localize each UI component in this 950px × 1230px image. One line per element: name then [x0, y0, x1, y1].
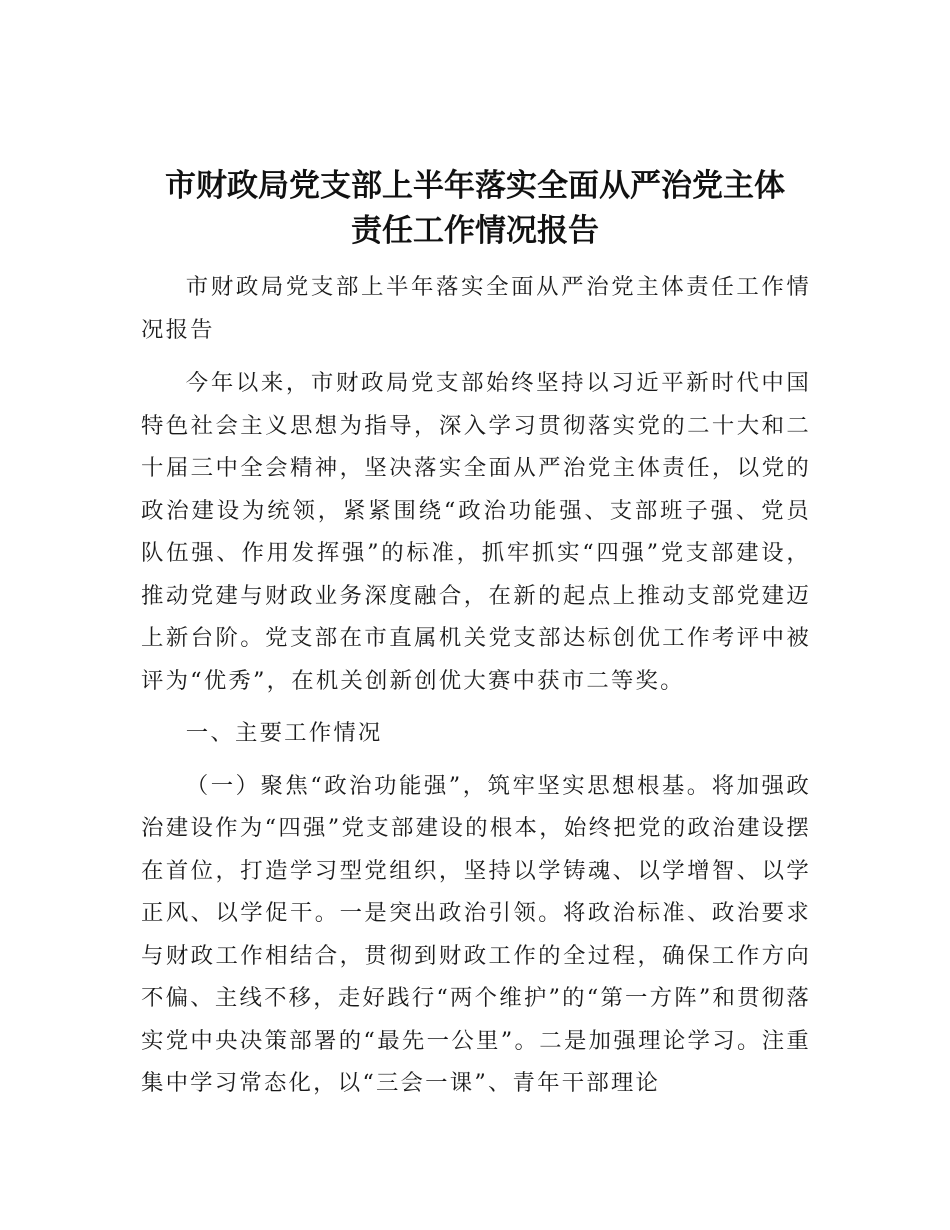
- section-heading: 一、主要工作情况: [185, 720, 383, 746]
- document-title-line-2: 责任工作情况报告: [351, 213, 599, 249]
- section-one-paragraph: （一）聚焦“政治功能强”，筑牢坚实思想根基。将加强政治建设作为“四强”党支部建设的根本，始终把党的政治建设摆在首位，打造学习型党组织，坚持以学铸魂、以学增智、以学正风、以学促干。一是突出政治引领。将政治标准、政治要求与财政工作相结合，贯彻到财政工作的全过程，确保工作方向不偏、主线不移，走好践行“两个维护”的“第一方阵”和贯彻落实党中央决策部署的“最先一公里”。二是加强理论学习。注重集中学习常态化，以“三会一课”、青年干部理论: [141, 772, 811, 1096]
- document-subtitle: 市财政局党支部上半年落实全面从严治党主体责任工作情况报告: [141, 274, 811, 343]
- document-body: [141, 266, 811, 1105]
- intro-paragraph: 今年以来，市财政局党支部始终坚持以习近平新时代中国特色社会主义思想为指导，深入学习贯彻落实党的二十大和二十届三中全会精神，坚决落实全面从严治党主体责任，以党的政治建设为统领，紧紧围绕“政治功能强、支部班子强、党员队伍强、作用发挥强”的标准，抓牢抓实“四强”党支部建设，推动党建与财政业务深度融合，在新的起点上推动支部党建迈上新台阶。党支部在市直属机关党支部达标创优工作考评中被评为“优秀”，在机关创新创优大赛中获市二等奖。: [141, 370, 811, 694]
- document-title-line-1: 市财政局党支部上半年落实全面从严治党主体: [165, 168, 785, 204]
